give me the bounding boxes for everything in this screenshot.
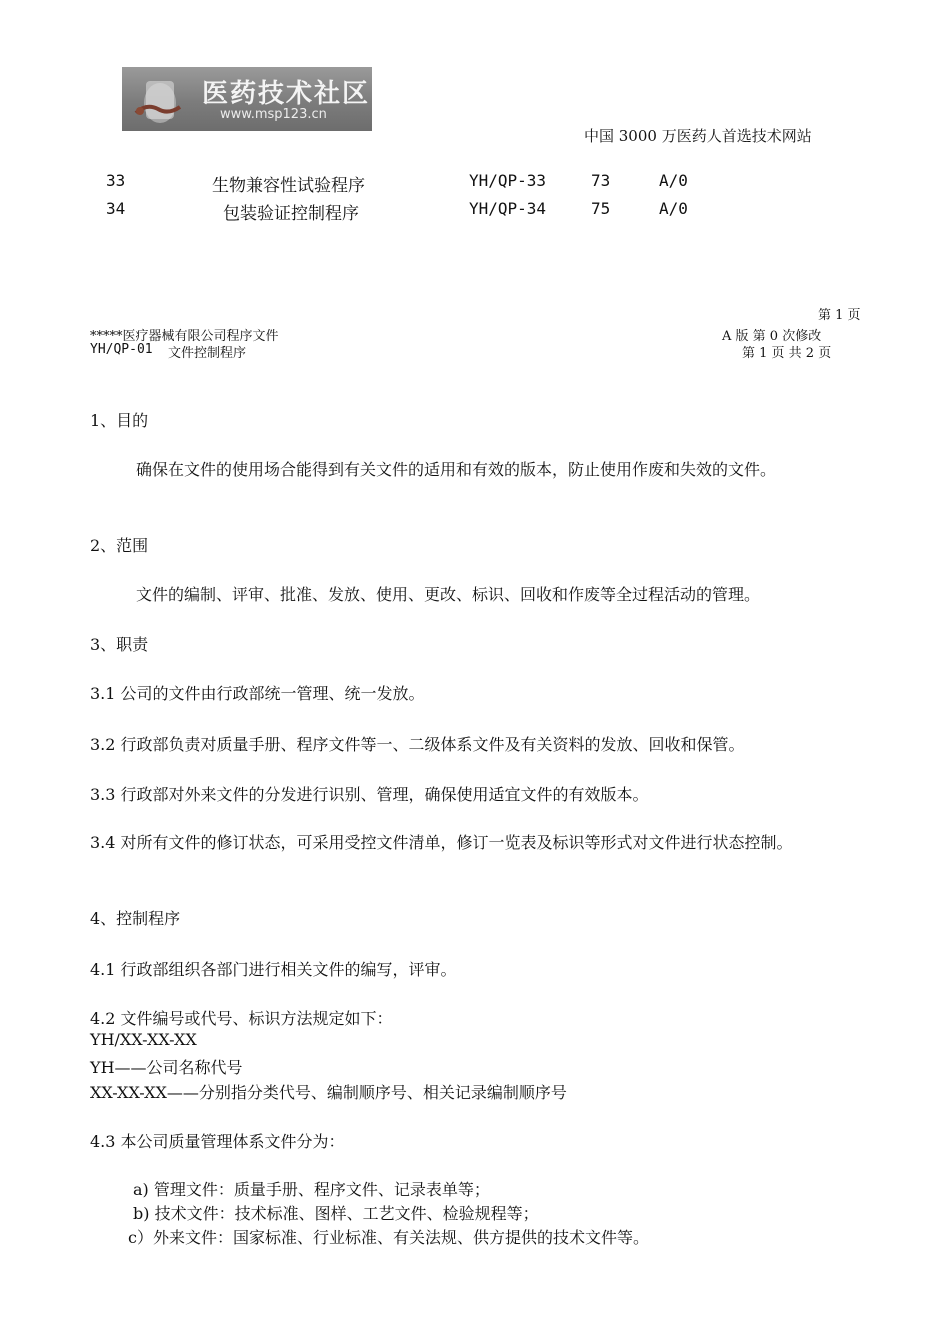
toc-row — [0, 171, 950, 195]
doc-company: *****医疗器械有限公司程序文件 — [90, 329, 279, 344]
toc-title: 包装验证控制程序 — [223, 204, 359, 224]
page-footer-number: 第 1 页 — [818, 308, 861, 323]
toc-number: 34 — [106, 199, 126, 218]
clause-3-3: 3.3 行政部对外来文件的分发进行识别、管理，确保使用适宜文件的有效版本。 — [90, 785, 649, 804]
doc-code: YH/QP-01 — [90, 342, 153, 357]
site-logo — [122, 67, 372, 131]
toc-revision: A/0 — [659, 199, 688, 218]
toc-number: 33 — [106, 171, 126, 190]
toc-revision: A/0 — [659, 171, 688, 190]
site-tagline: 中国 3000 万医药人首选技术网站 — [584, 127, 812, 145]
section-body-purpose: 确保在文件的使用场合能得到有关文件的适用和有效的版本，防止使用作废和失效的文件。 — [136, 460, 777, 479]
doc-type-management: a) 管理文件：质量手册、程序文件、记录表单等； — [133, 1180, 490, 1199]
code-format-sequence: XX-XX-XX——分别指分类代号、编制顺序号、相关记录编制顺序号 — [90, 1083, 567, 1102]
doc-type-technical: b) 技术文件：技术标准、图样、工艺文件、检验规程等； — [133, 1204, 539, 1223]
toc-page: 73 — [591, 171, 611, 190]
doc-page-info: 第 1 页 共 2 页 — [742, 346, 832, 361]
clause-4-2: 4.2 文件编号或代号、标识方法规定如下： — [90, 1009, 393, 1028]
clause-3-2: 3.2 行政部负责对质量手册、程序文件等一、二级体系文件及有关资料的发放、回收和保管。 — [90, 735, 745, 754]
doc-edition: A 版 第 0 次修改 — [722, 329, 822, 344]
clause-4-3: 4.3 本公司质量管理体系文件分为： — [90, 1132, 345, 1151]
clause-3-1: 3.1 公司的文件由行政部统一管理、统一发放。 — [90, 684, 425, 703]
logo-url: www.msp123.cn — [220, 107, 327, 122]
code-format: YH/XX-XX-XX — [90, 1030, 197, 1049]
toc-title: 生物兼容性试验程序 — [212, 176, 365, 196]
section-title-purpose: 1、目的 — [90, 411, 149, 430]
section-title-scope: 2、范围 — [90, 536, 149, 555]
section-title-responsibility: 3、职责 — [90, 635, 149, 654]
toc-row — [0, 199, 950, 223]
logo-title: 医药技术社区 — [202, 79, 371, 109]
doc-type-external: c）外来文件：国家标准、行业标准、有关法规、供方提供的技术文件等。 — [128, 1228, 649, 1247]
clause-3-4: 3.4 对所有文件的修订状态，可采用受控文件清单，修订一览表及标识等形式对文件进行状态控制。 — [90, 833, 793, 852]
glass-icon — [132, 73, 184, 125]
doc-name: 文件控制程序 — [168, 346, 247, 361]
section-title-procedure: 4、控制程序 — [90, 909, 181, 928]
toc-page: 75 — [591, 199, 611, 218]
code-format-company: YH——公司名称代号 — [90, 1058, 243, 1077]
toc-code: YH/QP-33 — [469, 171, 547, 190]
clause-4-1: 4.1 行政部组织各部门进行相关文件的编写，评审。 — [90, 960, 457, 979]
toc-code: YH/QP-34 — [469, 199, 547, 218]
section-body-scope: 文件的编制、评审、批准、发放、使用、更改、标识、回收和作废等全过程活动的管理。 — [136, 585, 761, 604]
